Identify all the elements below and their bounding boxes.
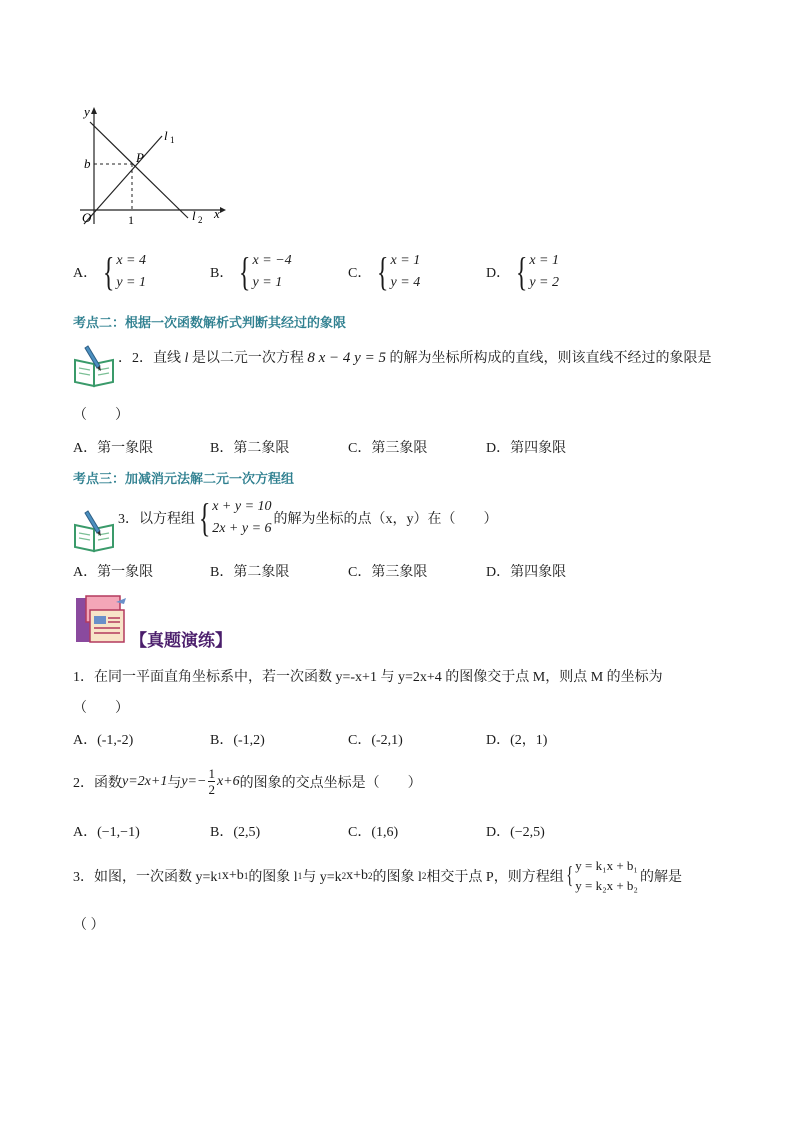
q2-equation: 8 x − 4 y = 5: [307, 350, 386, 366]
system-row: x + y = 10: [212, 499, 272, 514]
system-row: y = 1: [116, 275, 146, 290]
p3-text: x+b: [346, 868, 369, 883]
system-row: y = 2: [529, 275, 559, 290]
brace-icon: {: [239, 249, 251, 294]
option-letter: D．: [486, 266, 511, 281]
practice-1: 1．在同一平面直角坐标系中，若一次函数 y=-x+1 与 y=2x+4 的图像交于点 M，则点 M 的坐标为: [73, 670, 663, 685]
q2-prefix: ．2．直线: [118, 351, 181, 366]
p1-option-a[interactable]: A．(-1,-2): [73, 733, 134, 748]
l2-label: l: [192, 208, 196, 223]
brace-icon: {: [377, 249, 389, 294]
system-row: y = k₂x + b₂: [575, 878, 638, 893]
b-label: b: [84, 156, 91, 171]
system-row: y = 1: [252, 275, 283, 290]
p1-paren: （ ）: [73, 701, 129, 716]
p2-f2b: x+6: [216, 773, 240, 789]
question-3: [118, 496, 498, 540]
p2-f1: y=2x+1: [122, 773, 168, 789]
practice-2: [73, 766, 422, 797]
system-row: 2x + y = 6: [212, 521, 272, 536]
q3-option-a[interactable]: A．第一象限: [73, 565, 154, 580]
book-pencil-icon: [72, 505, 118, 553]
section-heading-3: 考点三：加减消元法解二元一次方程组: [73, 472, 295, 487]
subscript: 1: [243, 871, 249, 881]
practice-3: [73, 856, 682, 896]
option-letter: C．: [348, 266, 372, 281]
p3-text: 3．如图，一次函数 y=k: [73, 870, 218, 885]
y-axis-arrow: [91, 107, 97, 114]
option-a[interactable]: [73, 250, 146, 294]
p3-text: 的图象 l: [248, 870, 298, 885]
book-pencil-icon: [72, 340, 118, 388]
fraction-num: 1: [208, 766, 215, 781]
p2-prefix: 2．函数: [73, 775, 122, 791]
origin-label: O: [82, 210, 92, 225]
system-row: x = −4: [252, 253, 292, 268]
q2-l: l: [184, 351, 189, 366]
system-row: y = 4: [390, 275, 421, 290]
one-label: 1: [128, 213, 134, 227]
q2-mid: 是以二元一次方程: [191, 351, 304, 366]
p3-system: [575, 856, 638, 896]
brace-icon: {: [566, 863, 573, 889]
zhenti-title: 【真题演练】: [130, 631, 232, 651]
l2-sub: 2: [198, 215, 203, 225]
fraction: [208, 766, 215, 797]
p2-option-c[interactable]: C．(1,6): [348, 825, 399, 840]
p1-option-b[interactable]: B．(-1,2): [210, 733, 265, 748]
p2-mid: 与: [167, 775, 182, 791]
question-2: [118, 347, 711, 367]
p2-suffix: 的图象的交点坐标是（ ）: [239, 775, 422, 791]
system-row: y = k₁x + b₁: [575, 858, 638, 873]
system-row: x = 4: [116, 253, 146, 268]
q3-option-b[interactable]: B．第二象限: [210, 565, 290, 580]
p3-text: x+b: [221, 868, 244, 883]
q3-option-c[interactable]: C．第三象限: [348, 565, 428, 580]
p2-f2a: y=−: [181, 773, 207, 789]
brace-icon: {: [198, 495, 211, 540]
brace-icon: {: [102, 249, 115, 294]
option-letter: A．: [73, 266, 98, 281]
exercise-docs-icon: [74, 594, 130, 646]
p3-text: 相交于点 P，则方程组: [426, 870, 564, 885]
p2-option-b[interactable]: B．(2,5): [210, 825, 261, 840]
subscript: 1: [297, 871, 303, 881]
p2-option-d[interactable]: D．(−2,5): [486, 825, 545, 840]
option-b[interactable]: [210, 250, 292, 294]
q2-suffix: 的解为坐标所构成的直线，则该直线不经过的象限是: [389, 351, 712, 366]
p3-text: 的图象 l: [372, 870, 422, 885]
q3-prefix: 3．以方程组: [118, 512, 195, 527]
subscript: 2: [341, 871, 347, 881]
section-heading-2: 考点二：根据一次函数解析式判断其经过的象限: [73, 316, 347, 331]
q3-option-d[interactable]: D．第四象限: [486, 565, 567, 580]
p3-text: 与 y=k: [302, 870, 342, 885]
q2-option-c[interactable]: C．第三象限: [348, 441, 428, 456]
q3-suffix: 的解为坐标的点（x，y）在（ ）: [273, 512, 498, 527]
p2-option-a[interactable]: A．(−1,−1): [73, 825, 140, 840]
q2-option-b[interactable]: B．第二象限: [210, 441, 290, 456]
subscript: 2: [421, 871, 427, 881]
system-row: x = 1: [390, 253, 421, 268]
line-l1: [84, 136, 162, 224]
system-row: x = 1: [529, 253, 559, 268]
subscript: 1: [217, 871, 222, 881]
option-d[interactable]: [486, 250, 559, 294]
q2-paren: （ ）: [73, 408, 129, 423]
option-c[interactable]: [348, 250, 420, 294]
q2-option-d[interactable]: D．第四象限: [486, 441, 567, 456]
l1-label: l: [164, 128, 168, 143]
q2-option-a[interactable]: A．第一象限: [73, 441, 154, 456]
option-letter: B．: [210, 266, 234, 281]
brace-icon: {: [515, 249, 528, 294]
p1-option-c[interactable]: C．(-2,1): [348, 733, 403, 748]
p1-option-d[interactable]: D．(2，1): [486, 733, 548, 748]
y-label: y: [84, 104, 90, 119]
subscript: 2: [368, 871, 373, 881]
x-label: x: [214, 206, 220, 221]
l1-sub: 1: [170, 135, 175, 145]
x-axis-arrow: [220, 207, 226, 213]
p3-suffix: 的解是: [639, 870, 682, 885]
fraction-den: 2: [208, 782, 215, 797]
coordinate-graph: [70, 100, 235, 228]
p3-paren: （ ）: [73, 918, 105, 933]
P-label: P: [136, 150, 144, 165]
